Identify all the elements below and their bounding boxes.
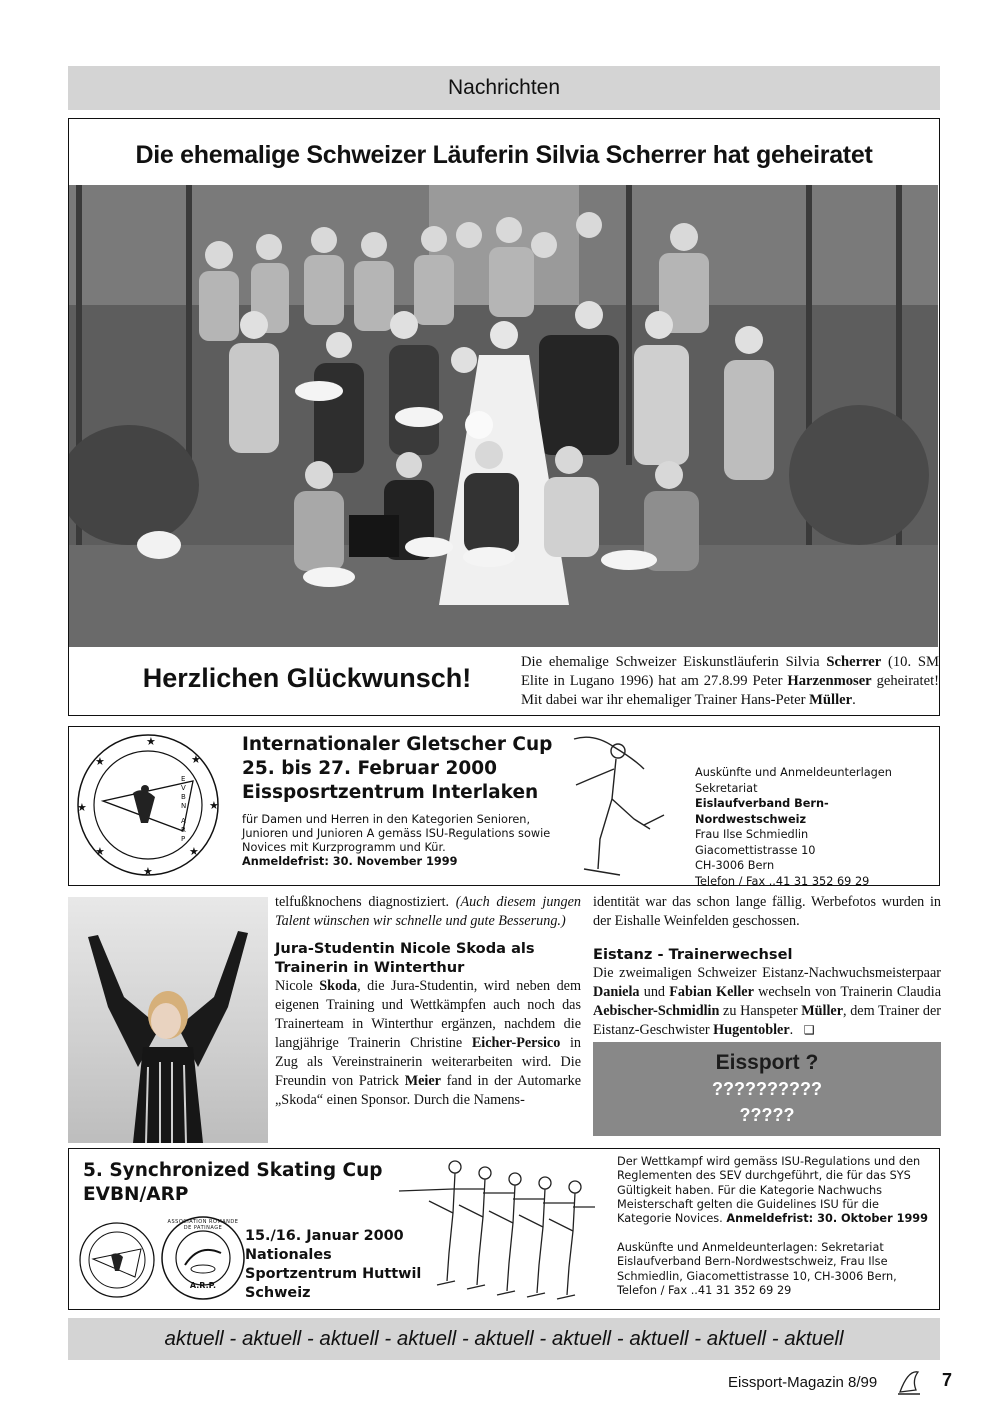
eistanz-name: Aebischer-Schmidlin [593, 1003, 720, 1019]
svg-text:★: ★ [77, 801, 87, 814]
wedding-caption [521, 653, 939, 710]
magazine-issue: Eissport-Magazin 8/99 [728, 1374, 878, 1391]
svg-text:★: ★ [209, 799, 219, 812]
gletscher-title-line-2: 25. bis 27. Februar 2000 [242, 758, 497, 779]
skoda-heading: Jura-Studentin Nicole Skoda als Trainerin in Winterthur [275, 940, 535, 976]
eistanz-name: Fabian Keller [669, 984, 754, 1000]
synchro-venue-1: Nationales [245, 1247, 332, 1263]
gletscher-title-line-1: Internationaler Gletscher Cup [242, 734, 553, 755]
eistanz-text: und [639, 984, 670, 1000]
synchro-title-line-1: 5. Synchronized Skating Cup [83, 1160, 383, 1181]
contact-line: Sekretariat [695, 781, 758, 795]
seal-letters: E V B N [181, 775, 187, 810]
seal-letters-2: A R P [181, 817, 186, 843]
wedding-photo [69, 185, 938, 647]
evbn-seal-drawing [73, 731, 223, 879]
caption-name: Harzenmoser [787, 673, 872, 689]
arp-logo [159, 1213, 247, 1303]
skoda-body [275, 977, 581, 1110]
magazine-logo-icon [896, 1366, 922, 1396]
svg-text:★: ★ [143, 865, 153, 878]
synchro-deadline: Anmeldefrist: 30. Oktober 1999 [726, 1212, 929, 1226]
skater-photo-drawing [68, 897, 268, 1143]
contact-line: Auskünfte und Anmeldeunterlagen [695, 766, 892, 779]
svg-text:★: ★ [146, 735, 156, 748]
eistanz-text: , dem Trainer der Eistanz-Geschwister [593, 1003, 942, 1038]
skoda-text: fand in der Automarke „Skoda“ einen Sponsor. Durch die Namens- [275, 1073, 581, 1108]
skoda-name: Skoda [319, 978, 358, 994]
synchro-title [83, 1159, 383, 1207]
skoda-text: in Zug als Vereinstrainerin weiterarbeiten wird. Die Freundin von Patrick [275, 1035, 581, 1089]
synchro-title-line-2: EVBN/ARP [83, 1184, 189, 1205]
arp-logo-abbr: A.R.P. [189, 1281, 217, 1290]
caption-text: (10. SM Elite in Lugano 1996) hat am 27.8.99 Peter [521, 654, 939, 689]
eistanz-text: zu Hanspeter [719, 1003, 802, 1019]
caption-text: . [852, 692, 856, 708]
gletscher-description [242, 813, 562, 869]
skoda-name: Meier [404, 1073, 441, 1089]
contact-line: Giacomettistrasse 10 [695, 843, 816, 857]
gletscher-contact [695, 765, 939, 889]
skoda-text: Nicole [275, 978, 320, 994]
evbn-logo-small [77, 1219, 157, 1301]
wedding-group-photo-drawing [69, 185, 938, 647]
eistanz-text: Die zweimaligen Schweizer Eistanz-Nachwuchsmeisterpaar [593, 965, 941, 981]
skater-sketch-drawing [554, 729, 674, 883]
gletscher-title [242, 733, 552, 805]
synchro-skaters-sketch-drawing [389, 1153, 599, 1303]
contact-line: Telefon / Fax ..41 31 352 69 29 [695, 874, 870, 888]
eistanz-name: Daniela [593, 984, 640, 1000]
synchro-skaters-sketch [389, 1153, 599, 1303]
arp-logo-ring-text: ASSOCIATION ROMANDE DE PATINAGE [167, 1219, 239, 1231]
gletscher-title-line-3: Eissposrtzentrum Interlaken [242, 782, 539, 803]
eistanz-name: Hugentobler [713, 1022, 790, 1038]
aktuell-banner [68, 1318, 940, 1360]
skater-photo [68, 897, 268, 1143]
section-title: Nachrichten [447, 76, 561, 99]
col1-intro-italic: (Auch diesem jungen Talent wünschen wir schnelle und gute Besserung.) [275, 894, 581, 929]
gletscher-body: für Damen und Herren in den Kategorien Senioren, Junioren und Junioren A gemäss ISU-Regulations sowie Novices mit Kurzprogramm und Kür. [242, 813, 551, 854]
svg-text:★: ★ [189, 845, 199, 858]
caption-text: Die ehemalige Schweizer Eiskunstläuferin Silvia [521, 654, 827, 670]
column-2 [593, 893, 941, 1040]
synchro-rules-text: Der Wettkampf wird gemäss ISU-Regulations und den Reglementen des SEV durchgeführt, die für das SYS Gültigkeit haben. Für die Kategorie Nachwuchs Meisterschaft gelten die Guidelines ISU für die Kategorie Novices. [617, 1155, 921, 1226]
eistanz-heading: Eistanz - Trainerwechsel [593, 946, 793, 963]
eistanz-name: Müller [801, 1003, 843, 1019]
synchro-venue-2: Sportzentrum Huttwil [245, 1266, 422, 1282]
promo-line-2: ?????????? [712, 1079, 822, 1099]
synchro-contact: Auskünfte und Anmeldeunterlagen: Sekretariat Eislaufverband Bern-Nordwestschweiz, Frau Ilse Schmiedlin, Giacomettistrasse 10, CH-3006 Bern, Telefon / Fax ..41 31 352 69 29 [617, 1241, 897, 1297]
skater-sketch [554, 729, 674, 883]
synchro-country: Schweiz [245, 1285, 311, 1301]
skoda-text: , die Jura-Studentin, wird neben dem eigenen Training und Wettkämpfen auch noch das Trainerteam in Winterthur ergänzen, nachdem die langjährige Trainerin Christine [275, 978, 581, 1051]
contact-line: CH-3006 Bern [695, 859, 775, 872]
skoda-name: Eicher-Persico [471, 1035, 561, 1051]
evbn-logo-small-drawing [77, 1219, 157, 1301]
caption-text: geheiratet! Mit dabei war ihr ehemaliger Trainer Hans-Peter [521, 673, 939, 708]
caption-name: Scherrer [826, 654, 882, 670]
aktuell-banner-text: aktuell - aktuell - aktuell - aktuell - aktuell - aktuell - aktuell - aktuell - aktuell [164, 1327, 844, 1350]
evbn-seal [73, 731, 223, 879]
col1-intro [275, 893, 581, 931]
svg-text:★: ★ [191, 753, 201, 766]
col1-intro-text: telfußknochens diagnostiziert. [275, 894, 456, 910]
svg-text:★: ★ [95, 755, 105, 768]
svg-text:★: ★ [95, 845, 105, 858]
eistanz-text: . [789, 1022, 794, 1038]
eistanz-body [593, 964, 941, 1040]
page-footer [660, 1364, 960, 1404]
synchro-date: 15./16. Januar 2000 [245, 1228, 404, 1244]
contact-line: Frau Ilse Schmiedlin [695, 828, 809, 841]
eistanz-text: wechseln von Trainerin Claudia [753, 984, 941, 1000]
eissport-promo-box [593, 1042, 941, 1136]
gletscher-deadline: Anmeldefrist: 30. November 1999 [242, 855, 458, 868]
page-number: 7 [942, 1370, 953, 1390]
gletscher-cup-ad [68, 726, 940, 886]
contact-line: Eislaufverband Bern-Nordwestschweiz [695, 797, 829, 826]
promo-line-1: Eissport ? [715, 1051, 819, 1074]
promo-line-3: ????? [739, 1105, 795, 1125]
caption-name: Müller [809, 692, 853, 708]
end-mark-icon: ❑ [803, 1023, 815, 1037]
column-1 [275, 893, 581, 1110]
congrats-heading: Herzlichen Glückwunsch! [142, 663, 472, 693]
wedding-article [68, 118, 940, 716]
col2-intro: identität war das schon lange fällig. Werbefotos wurden in der Eishalle Weinfelden geschossen. [593, 894, 941, 929]
synchro-cup-ad [68, 1148, 940, 1310]
synchro-rules [617, 1155, 935, 1226]
wedding-headline: Die ehemalige Schweizer Läuferin Silvia Scherrer hat geheiratet [135, 141, 873, 169]
section-header [68, 66, 940, 110]
